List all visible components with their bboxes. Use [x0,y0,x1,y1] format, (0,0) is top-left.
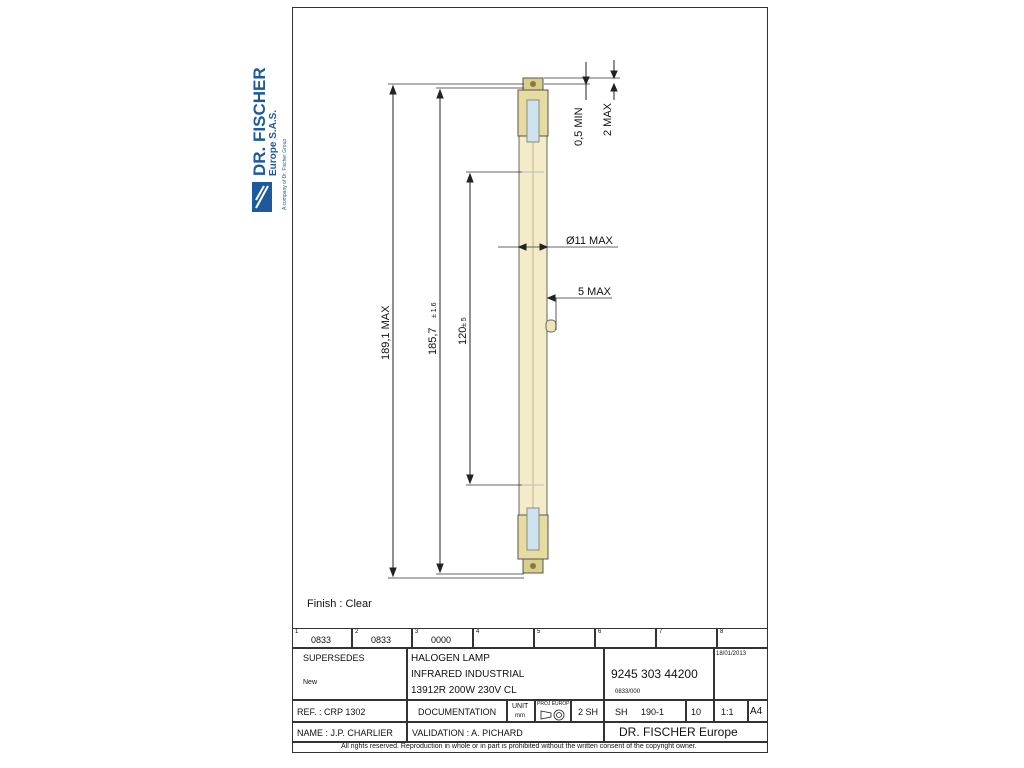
documentation-cell [407,700,507,722]
logo-tagline: A company of Dr. Fischer Group [282,138,288,210]
description-line-1: HALOGEN LAMP [411,653,490,664]
author-name: NAME : J.P. CHARLIER [297,728,393,738]
sh-label: SH [615,707,628,717]
rev-value-2: 0833 [371,635,392,645]
paper-cell [748,700,768,722]
dim-nominal-tolerance: ± 1.6 [431,302,438,318]
rev-cell-4: 4 [473,628,534,648]
company-cell [604,722,768,742]
finish-note: Finish : Clear [307,598,372,610]
scale-cell [714,700,748,722]
rev-cell-8: 8 [717,628,768,648]
dim-overall-max: 189,1 MAX [380,305,392,360]
rev-value-1: 0833 [311,635,332,645]
rev-cell-5: 5 [534,628,595,648]
rev-cell-6: 6 [595,628,656,648]
sh-value: 190-1 [641,707,665,717]
exhaust-tip [546,320,556,332]
part-number-sub: 0833/000 [615,689,641,695]
logo-sub: Europe S.A.S. [268,109,279,176]
sheets-count: 2 SH [578,707,599,717]
rev-count: 10 [691,707,702,717]
dim-max-gap: 2 MAX [602,102,614,136]
dim-filament: 120 [457,326,469,345]
description-line-2: INFRARED INDUSTRIAL [411,669,525,680]
part-number: 9245 303 44200 [611,667,698,681]
part-number-cell [604,648,714,700]
rev-value-3: 0000 [431,635,452,645]
date-cell [714,648,768,700]
rev-cell-1: 1 0833 [292,628,352,648]
description-line-3: 13912R 200W 230V CL [411,685,517,696]
logo-brand: DR. FISCHER [250,67,269,176]
company-name: DR. FISCHER Europe [619,725,738,739]
projection-cell [535,700,571,722]
copyright-cell [292,742,768,753]
documentation-label: DOCUMENTATION [418,707,497,717]
drawing-date: 18/01/2013 [716,651,747,657]
ref-cell [292,700,407,722]
projection-symbol-icon [539,708,569,722]
dim-tip: 5 MAX [578,286,612,298]
unit-cell [507,700,535,722]
supersedes-value: New [303,679,318,686]
copyright-text: All rights reserved. Reproduction in whole or in part is prohibited without the written consent of the copyright owner. [341,743,697,750]
rev-cell-7: 7 [656,628,717,648]
supersedes-label: SUPERSEDES [303,653,365,663]
sh-cell [604,700,686,722]
dim-diameter: Ø11 MAX [566,235,613,247]
paper-size: A4 [750,706,763,717]
dim-filament-tolerance: ± 5 [461,317,468,327]
name-cell [292,722,407,742]
unit-value: mm [515,713,525,719]
rev-count-cell [686,700,714,722]
description-cell [407,648,604,700]
title-block [292,628,768,753]
unit-label: UNIT [512,703,529,710]
sheets-cell [571,700,604,722]
supersedes-cell [292,648,407,700]
rev-cell-2: 2 0833 [352,628,412,648]
ref-value: REF. : CRP 1302 [297,707,366,717]
scale-value: 1:1 [721,707,734,717]
dim-nominal: 185,7 [427,327,439,355]
validation-name: VALIDATION : A. PICHARD [412,728,523,738]
validation-cell [407,722,604,742]
projection-label: PROJ EUROP [537,701,570,707]
rev-cell-3: 3 0000 [412,628,473,648]
dim-min-gap: 0,5 MIN [573,107,585,146]
